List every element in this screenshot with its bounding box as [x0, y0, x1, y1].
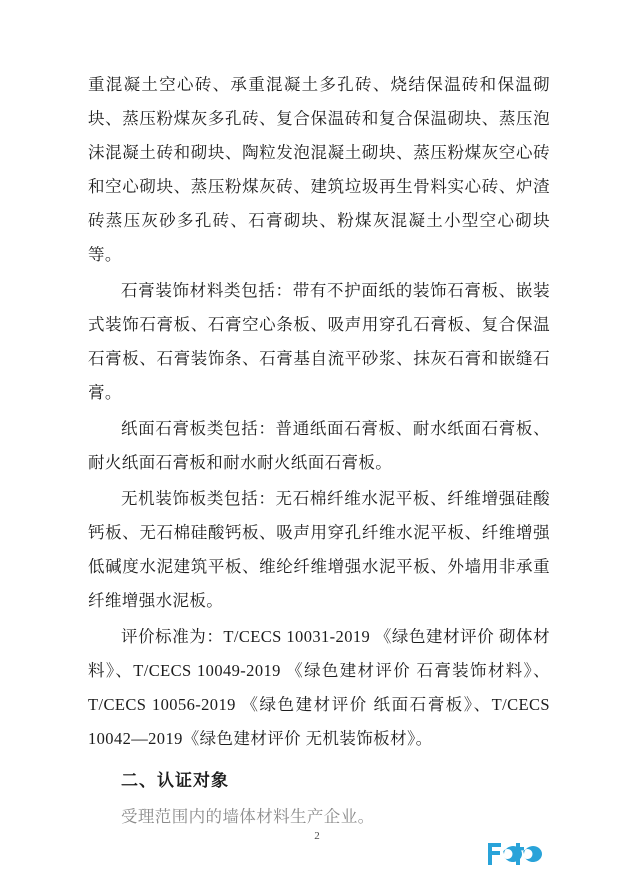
paragraph-certification-object: 受理范围内的墙体材料生产企业。: [121, 807, 375, 826]
paragraph-evaluation-standards: 评价标准为：T/CECS 10031-2019 《绿色建材评价 砌体材料》、T/CECS 10049-2019 《绿色建材评价 石膏装饰材料》、T/CECS 10056-2019 《绿色建材评价 纸面石膏板》、T/CECS 10042—2019《绿色建材评价 无机装饰板材》。: [88, 627, 550, 748]
page-content: [88, 68, 550, 836]
ctc-logo: [482, 840, 546, 870]
paragraph-gypsum-decoration: 石膏装饰材料类包括：带有不护面纸的装饰石膏板、嵌装式装饰石膏板、石膏空心条板、吸声用穿孔石膏板、复合保温石膏板、石膏装饰条、石膏基自流平砂浆、抹灰石膏和嵌缝石膏。: [88, 281, 550, 402]
paragraph-paper-gypsum-board: 纸面石膏板类包括：普通纸面石膏板、耐水纸面石膏板、耐火纸面石膏板和耐水耐火纸面石膏板。: [88, 419, 550, 472]
paragraph-wall-materials: 重混凝土空心砖、承重混凝土多孔砖、烧结保温砖和保温砌块、蒸压粉煤灰多孔砖、复合保温砖和复合保温砌块、蒸压泡沫混凝土砖和砌块、陶粒发泡混凝土砌块、蒸压粉煤灰空心砖和空心砌块、蒸压粉煤灰砖、建筑垃圾再生骨料实心砖、炉渣砖蒸压灰砂多孔砖、石膏砌块、粉煤灰混凝土小型空心砌块等。: [88, 75, 550, 264]
section-heading-certification-object: 二、认证对象: [121, 771, 229, 790]
page-number: 2: [314, 830, 320, 842]
paragraph-inorganic-decorative-board: 无机装饰板类包括：无石棉纤维水泥平板、纤维增强硅酸钙板、无石棉硅酸钙板、吸声用穿孔纤维水泥平板、纤维增强低碱度水泥建筑平板、维纶纤维增强水泥平板、外墙用非承重纤维增强水泥板。: [88, 489, 550, 610]
